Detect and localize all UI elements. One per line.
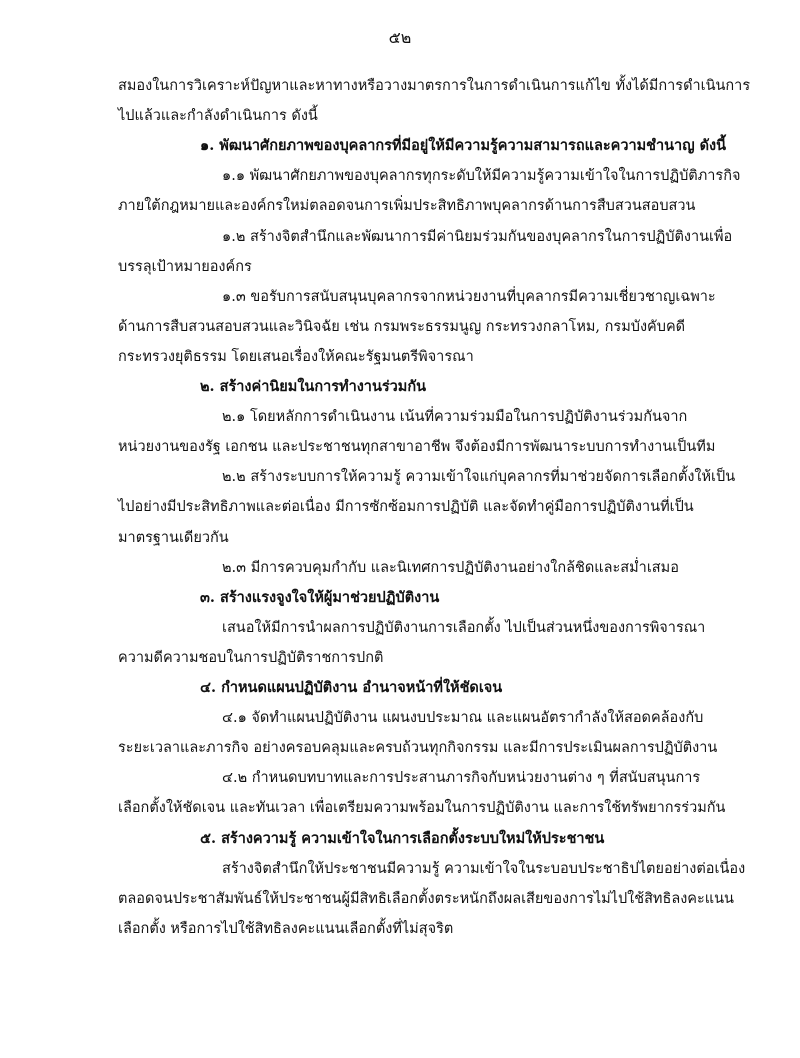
section-heading: ๔. กำหนดแผนปฏิบัติงาน อำนาจหน้าที่ให้ชัดเจน xyxy=(200,679,503,696)
paragraph-line: ไปอย่างมีประสิทธิภาพและต่อเนื่อง มีการซักซ้อมการปฏิบัติ และจัดทำคู่มือการปฏิบัติงานที่เป็น xyxy=(118,499,694,515)
paragraph-line: ๔.๒ กำหนดบทบาทและการประสานภารกิจกับหน่วยงานต่าง ๆ ที่สนับสนุนการ xyxy=(222,770,701,786)
paragraph-line: ๒.๒ สร้างระบบการให้ความรู้ ความเข้าใจแก่บุคลากรที่มาช่วยจัดการเลือกตั้งให้เป็น xyxy=(222,469,736,485)
paragraph-line: ระยะเวลาและภารกิจ อย่างครอบคลุมและครบถ้วนทุกกิจกรรม และมีการประเมินผลการปฏิบัติงาน xyxy=(118,740,718,756)
paragraph-line: ๑.๓ ขอรับการสนับสนุนบุคลากรจากหน่วยงานที่บุคลากรมีความเชี่ยวชาญเฉพาะ xyxy=(222,289,716,305)
paragraph-line: ๔.๑ จัดทำแผนปฏิบัติงาน แผนงบประมาณ และแผนอัตรากำลังให้สอดคล้องกับ xyxy=(222,710,704,726)
paragraph-line: บรรลุเป้าหมายองค์กร xyxy=(118,259,252,275)
section-heading: ๑. พัฒนาศักยภาพของบุคลากรที่มีอยู่ให้มีความรู้ความสามารถและความชำนาญ ดังนี้ xyxy=(200,137,727,154)
section-heading: ๓. สร้างแรงจูงใจให้ผู้มาช่วยปฏิบัติงาน xyxy=(200,589,440,606)
section-heading: ๒. สร้างค่านิยมในการทำงานร่วมกัน xyxy=(200,378,427,395)
paragraph-line: ตลอดจนประชาสัมพันธ์ให้ประชาชนผู้มีสิทธิเลือกตั้งตระหนักถึงผลเสียของการไม่ไปใช้สิทธิลงคะแนน xyxy=(118,891,734,907)
paragraph-line: เลือกตั้ง หรือการไปใช้สิทธิลงคะแนนเลือกตั้งที่ไม่สุจริต xyxy=(118,921,454,937)
paragraph-line: ไปแล้วและกำลังดำเนินการ ดังนี้ xyxy=(118,108,318,124)
paragraph-line: ๒.๑ โดยหลักการดำเนินงาน เน้นที่ความร่วมมือในการปฏิบัติงานร่วมกันจาก xyxy=(222,409,688,425)
paragraph-line: ภายใต้กฎหมายและองค์กรใหม่ตลอดจนการเพิ่มประสิทธิภาพบุคลากรด้านการสืบสวนสอบสวน xyxy=(118,198,696,214)
page-number: ๕๒ xyxy=(388,28,412,47)
section-heading: ๕. สร้างความรู้ ความเข้าใจในการเลือกตั้งระบบใหม่ให้ประชาชน xyxy=(200,830,605,847)
paragraph-line: สมองในการวิเคราะห์ปัญหาและหาทางหรือวางมาตรการในการดำเนินการแก้ไข ทั้งได้มีการดำเนินการ xyxy=(118,78,751,94)
paragraph-line: เลือกตั้งให้ชัดเจน และทันเวลา เพื่อเตรียมความพร้อมในการปฏิบัติงาน และการใช้ทรัพยากรร่วมกัน xyxy=(118,800,726,816)
paragraph-line: ความดีความชอบในการปฏิบัติราชการปกติ xyxy=(118,650,384,666)
paragraph-line: หน่วยงานของรัฐ เอกชน และประชาชนทุกสาขาอาชีพ จึงต้องมีการพัฒนาระบบการทำงานเป็นทีม xyxy=(118,439,716,455)
paragraph-line: ด้านการสืบสวนสอบสวนและวินิจฉัย เช่น กรมพระธรรมนูญ กระทรวงกลาโหม, กรมบังคับคดี xyxy=(118,319,686,335)
paragraph-line: มาตรฐานเดียวกัน xyxy=(118,530,229,546)
paragraph-line: ๑.๒ สร้างจิตสำนึกและพัฒนาการมีค่านิยมร่วมกันของบุคลากรในการปฏิบัติงานเพื่อ xyxy=(222,229,733,245)
paragraph-line: เสนอให้มีการนำผลการปฏิบัติงานการเลือกตั้ง ไปเป็นส่วนหนึ่งของการพิจารณา xyxy=(222,620,706,636)
paragraph-line: กระทรวงยุติธรรม โดยเสนอเรื่องให้คณะรัฐมนตรีพิจารณา xyxy=(118,349,474,365)
paragraph-line: สร้างจิตสำนึกให้ประชาชนมีความรู้ ความเข้าใจในระบอบประชาธิปไตยอย่างต่อเนื่อง xyxy=(222,861,746,877)
paragraph-line: ๑.๑ พัฒนาศักยภาพของบุคลากรทุกระดับให้มีความรู้ความเข้าใจในการปฏิบัติภารกิจ xyxy=(222,168,741,184)
paragraph-line: ๒.๓ มีการควบคุมกำกับ และนิเทศการปฏิบัติงานอย่างใกล้ชิดและสม่ำเสมอ xyxy=(222,560,679,576)
